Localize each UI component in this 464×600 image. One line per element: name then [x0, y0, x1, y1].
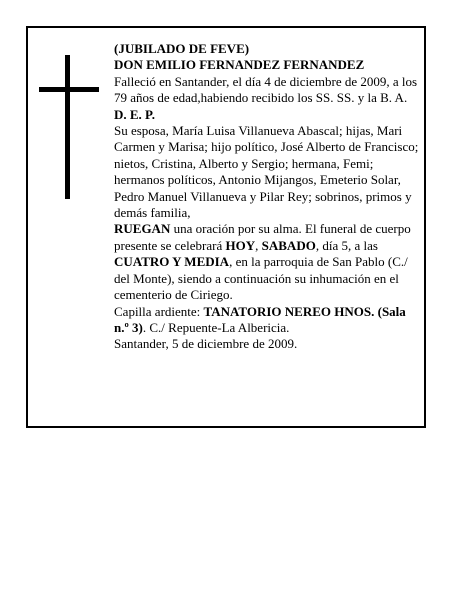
dep-heading: D. E. P. — [114, 106, 156, 122]
chapel-address: . C./ Repuente-La Albericia. — [142, 319, 290, 335]
funeral-text-3: , día 5, a las — [315, 237, 378, 253]
chapel-label: Capilla ardiente: — [114, 303, 204, 319]
funeral-text-2: , — [255, 237, 262, 253]
cross-vertical-bar — [65, 55, 70, 199]
deceased-name: DON EMILIO FERNANDEZ FERNANDEZ — [114, 57, 365, 73]
cross-icon — [39, 55, 99, 199]
funeral-day-hoy: HOY — [225, 237, 256, 253]
death-statement: Falleció en Santander, el día 4 de diciembre de 2009, a los 79 años de edad,habiendo recibido los SS. SS. y la B. A. — [114, 73, 418, 106]
chapel-paragraph — [114, 304, 420, 337]
place-date: Santander, 5 de diciembre de 2009. — [114, 336, 298, 352]
funeral-text-4: , en la parroquia de San Pablo (C./ del Monte), siendo a continuación su inhumación en el cementerio de Ciriego. — [114, 254, 408, 303]
ruegan-text: RUEGAN — [114, 221, 171, 237]
obituary-notice — [26, 26, 426, 428]
notice-text — [114, 41, 420, 353]
family-list: Su esposa, María Luisa Villanueva Abascal; hijas, Mari Carmen y Marisa; hijo político, José Alberto de Francisco; nietos, Cristina, Alberto y Sergio; hermana, Femi; hermanos políticos, Antonio Mijangos, Emeterio Solar, Pedro Manuel Villanueva y Pilar Rey; sobrinos, primos y demás familia, — [114, 123, 419, 221]
affiliation: (JUBILADO DE FEVE) — [114, 41, 250, 56]
funeral-text-1: una oración por su alma. El funeral de cuerpo presente se celebrará — [114, 221, 411, 253]
funeral-time: CUATRO Y MEDIA — [114, 254, 230, 270]
funeral-day-sabado: SABADO — [261, 237, 316, 253]
funeral-paragraph — [114, 221, 420, 303]
cross-horizontal-bar — [39, 87, 99, 92]
chapel-tanatorio: TANATORIO NEREO HNOS. (Sala n.º 3) — [114, 303, 406, 335]
